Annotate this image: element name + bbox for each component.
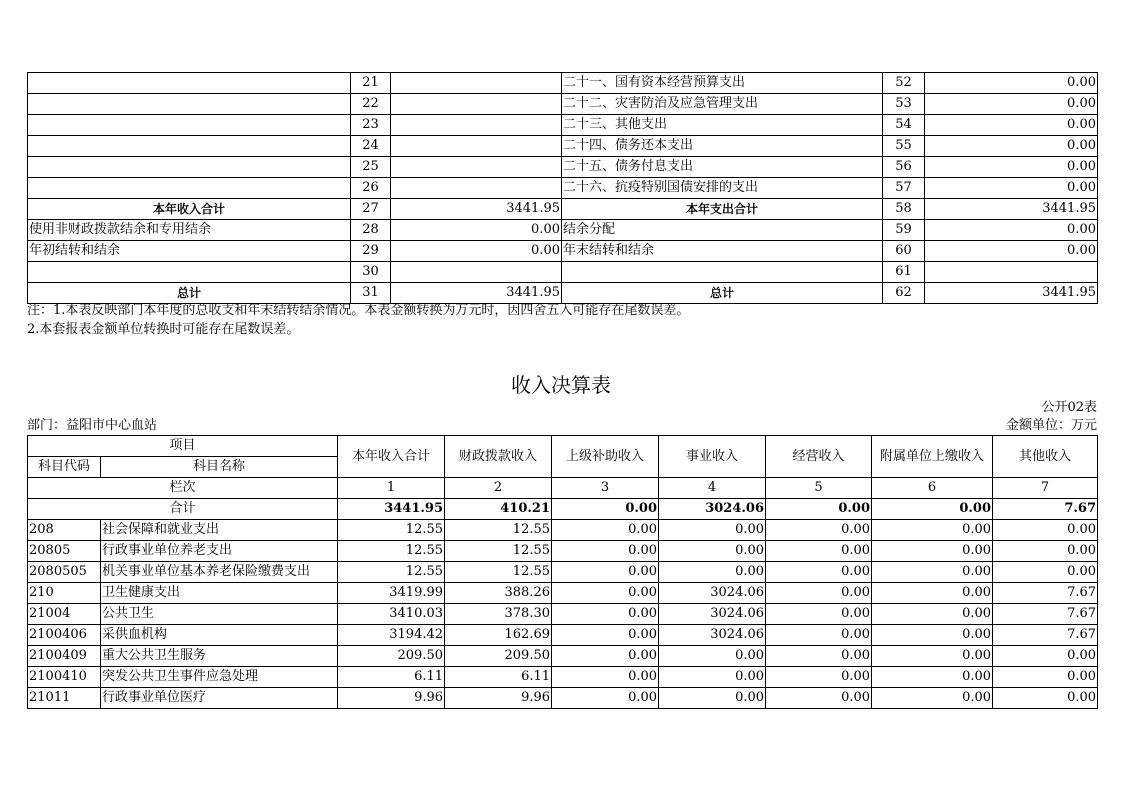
left-item-label (28, 115, 351, 136)
total-value-3: 0.00 (552, 499, 659, 520)
table-row (28, 94, 1098, 115)
income-table (27, 435, 1098, 709)
left-item-label (28, 136, 351, 157)
column-index-label: 栏次 (28, 478, 338, 499)
table-row (28, 178, 1098, 199)
amount-cell: 3410.03 (338, 604, 445, 625)
table-row (28, 562, 1098, 583)
right-amount: 0.00 (925, 178, 1098, 199)
subject-code: 20805 (28, 541, 101, 562)
right-item-label: 二十五、债务付息支出 (562, 157, 883, 178)
form-number: 公开02表 (1041, 400, 1097, 415)
amount-cell: 0.00 (659, 541, 766, 562)
amount-cell: 0.00 (659, 520, 766, 541)
table-row (28, 220, 1098, 241)
col-num-5: 5 (766, 478, 872, 499)
header-row-1 (28, 436, 1098, 457)
amount-cell: 6.11 (338, 667, 445, 688)
amount-cell: 3194.42 (338, 625, 445, 646)
note-line-2: 2.本套报表金额单位转换时可能存在尾数误差。 (27, 322, 300, 337)
note-line-1: 注：1.本表反映部门本年度的总收支和年末结转结余情况。本表金额转换为万元时，因四舍五入可能存在尾数误差。 (27, 303, 690, 318)
amount-cell: 9.96 (445, 688, 552, 709)
left-item-label: 年初结转和结余 (28, 241, 351, 262)
total-value-6: 0.00 (872, 499, 993, 520)
right-item-label: 二十四、债务还本支出 (562, 136, 883, 157)
subject-code: 208 (28, 520, 101, 541)
amount-cell: 0.00 (766, 541, 872, 562)
amount-cell: 12.55 (445, 520, 552, 541)
right-row-number: 54 (883, 115, 925, 136)
subject-name: 采供血机构 (101, 625, 338, 646)
subject-code: 21011 (28, 688, 101, 709)
left-item-label (28, 262, 351, 283)
right-item-label: 二十二、灾害防治及应急管理支出 (562, 94, 883, 115)
header-col-3: 上级补助收入 (552, 436, 659, 478)
subject-name: 公共卫生 (101, 604, 338, 625)
amount-cell: 7.67 (993, 604, 1098, 625)
subject-name: 社会保障和就业支出 (101, 520, 338, 541)
header-col-5: 经营收入 (766, 436, 872, 478)
right-amount: 0.00 (925, 136, 1098, 157)
table-row (28, 604, 1098, 625)
table-row (28, 136, 1098, 157)
right-amount: 0.00 (925, 241, 1098, 262)
table-row (28, 541, 1098, 562)
amount-cell: 0.00 (766, 688, 872, 709)
col-num-1: 1 (338, 478, 445, 499)
department-label: 部门：益阳市中心血站 (27, 418, 158, 433)
summary-table-body (28, 73, 1098, 304)
amount-cell: 0.00 (872, 604, 993, 625)
left-row-number: 26 (351, 178, 391, 199)
right-row-number: 56 (883, 157, 925, 178)
total-value-1: 3441.95 (338, 499, 445, 520)
left-amount: 3441.95 (391, 199, 562, 220)
right-amount: 0.00 (925, 157, 1098, 178)
subject-name: 行政事业单位养老支出 (101, 541, 338, 562)
amount-cell: 0.00 (659, 688, 766, 709)
table-row (28, 241, 1098, 262)
amount-cell: 388.26 (445, 583, 552, 604)
left-amount (391, 115, 562, 136)
amount-cell: 9.96 (338, 688, 445, 709)
subject-name: 机关事业单位基本养老保险缴费支出 (101, 562, 338, 583)
right-amount: 0.00 (925, 220, 1098, 241)
left-item-label (28, 73, 351, 94)
right-amount: 3441.95 (925, 199, 1098, 220)
amount-cell: 0.00 (766, 583, 872, 604)
table-row (28, 115, 1098, 136)
right-item-label: 二十一、国有资本经营预算支出 (562, 73, 883, 94)
subject-code: 21004 (28, 604, 101, 625)
right-item-label: 年末结转和结余 (562, 241, 883, 262)
amount-cell: 7.67 (993, 583, 1098, 604)
amount-cell: 0.00 (872, 541, 993, 562)
left-row-number: 21 (351, 73, 391, 94)
amount-cell: 0.00 (766, 520, 872, 541)
header-col-6: 附属单位上缴收入 (872, 436, 993, 478)
left-item-label: 使用非财政拨款结余和专用结余 (28, 220, 351, 241)
header-item: 项目 (28, 436, 338, 457)
right-amount: 0.00 (925, 94, 1098, 115)
total-value-4: 3024.06 (659, 499, 766, 520)
amount-cell: 0.00 (993, 688, 1098, 709)
amount-cell: 0.00 (766, 562, 872, 583)
income-table-title: 收入决算表 (511, 373, 611, 397)
header-col-4: 事业收入 (659, 436, 766, 478)
amount-cell: 3024.06 (659, 604, 766, 625)
right-row-number: 58 (883, 199, 925, 220)
amount-cell: 0.00 (552, 667, 659, 688)
amount-cell: 12.55 (338, 520, 445, 541)
total-row (28, 499, 1098, 520)
table-row (28, 667, 1098, 688)
amount-cell: 0.00 (552, 646, 659, 667)
left-amount (391, 136, 562, 157)
right-row-number: 52 (883, 73, 925, 94)
left-row-number: 22 (351, 94, 391, 115)
right-row-number: 55 (883, 136, 925, 157)
left-item-label (28, 157, 351, 178)
right-item-label: 二十三、其他支出 (562, 115, 883, 136)
amount-cell: 0.00 (552, 625, 659, 646)
subject-code: 2100409 (28, 646, 101, 667)
right-item-label (562, 262, 883, 283)
amount-cell: 0.00 (872, 688, 993, 709)
col-num-2: 2 (445, 478, 552, 499)
left-item-label: 总计 (28, 283, 351, 304)
header-col-2: 财政拨款收入 (445, 436, 552, 478)
amount-cell: 0.00 (552, 583, 659, 604)
amount-cell: 12.55 (338, 562, 445, 583)
table-row (28, 199, 1098, 220)
amount-cell: 3024.06 (659, 625, 766, 646)
amount-cell: 209.50 (445, 646, 552, 667)
left-row-number: 30 (351, 262, 391, 283)
header-name: 科目名称 (101, 457, 338, 478)
right-item-label: 结余分配 (562, 220, 883, 241)
left-row-number: 23 (351, 115, 391, 136)
amount-cell: 0.00 (993, 646, 1098, 667)
amount-cell: 3024.06 (659, 583, 766, 604)
amount-cell: 209.50 (338, 646, 445, 667)
subject-code: 2080505 (28, 562, 101, 583)
right-item-label: 总计 (562, 283, 883, 304)
amount-cell: 7.67 (993, 625, 1098, 646)
amount-cell: 0.00 (659, 646, 766, 667)
right-amount: 0.00 (925, 73, 1098, 94)
right-row-number: 53 (883, 94, 925, 115)
right-row-number: 57 (883, 178, 925, 199)
left-row-number: 24 (351, 136, 391, 157)
amount-cell: 0.00 (993, 541, 1098, 562)
left-row-number: 29 (351, 241, 391, 262)
left-amount (391, 178, 562, 199)
header-code: 科目代码 (28, 457, 101, 478)
table-row (28, 262, 1098, 283)
table-row (28, 157, 1098, 178)
amount-cell: 12.55 (445, 541, 552, 562)
amount-cell: 0.00 (872, 583, 993, 604)
subject-name: 卫生健康支出 (101, 583, 338, 604)
col-num-7: 7 (993, 478, 1098, 499)
amount-cell: 0.00 (993, 667, 1098, 688)
summary-table (27, 72, 1098, 304)
table-row (28, 688, 1098, 709)
total-value-5: 0.00 (766, 499, 872, 520)
amount-cell: 3419.99 (338, 583, 445, 604)
header-col-7: 其他收入 (993, 436, 1098, 478)
right-row-number: 59 (883, 220, 925, 241)
amount-cell: 0.00 (872, 667, 993, 688)
left-row-number: 25 (351, 157, 391, 178)
left-row-number: 27 (351, 199, 391, 220)
total-value-2: 410.21 (445, 499, 552, 520)
subject-name: 行政事业单位医疗 (101, 688, 338, 709)
amount-cell: 0.00 (659, 562, 766, 583)
amount-cell: 0.00 (872, 520, 993, 541)
left-amount: 0.00 (391, 241, 562, 262)
col-num-3: 3 (552, 478, 659, 499)
subject-code: 2100410 (28, 667, 101, 688)
right-row-number: 62 (883, 283, 925, 304)
amount-cell: 0.00 (766, 646, 872, 667)
subject-code: 2100406 (28, 625, 101, 646)
left-amount (391, 262, 562, 283)
amount-cell: 162.69 (445, 625, 552, 646)
amount-cell: 0.00 (766, 667, 872, 688)
table-row (28, 73, 1098, 94)
amount-cell: 0.00 (872, 625, 993, 646)
right-item-label: 本年支出合计 (562, 199, 883, 220)
left-amount: 3441.95 (391, 283, 562, 304)
right-item-label: 二十六、抗疫特别国债安排的支出 (562, 178, 883, 199)
amount-cell: 0.00 (766, 604, 872, 625)
amount-cell: 0.00 (872, 646, 993, 667)
amount-cell: 0.00 (993, 520, 1098, 541)
right-amount: 3441.95 (925, 283, 1098, 304)
left-item-label (28, 94, 351, 115)
table-row (28, 625, 1098, 646)
left-amount: 0.00 (391, 220, 562, 241)
col-num-6: 6 (872, 478, 993, 499)
income-table-body (28, 520, 1098, 709)
amount-cell: 0.00 (659, 667, 766, 688)
right-row-number: 61 (883, 262, 925, 283)
total-value-7: 7.67 (993, 499, 1098, 520)
left-row-number: 28 (351, 220, 391, 241)
right-row-number: 60 (883, 241, 925, 262)
left-item-label: 本年收入合计 (28, 199, 351, 220)
left-item-label (28, 178, 351, 199)
table-row (28, 520, 1098, 541)
header-col-1: 本年收入合计 (338, 436, 445, 478)
left-amount (391, 73, 562, 94)
col-num-4: 4 (659, 478, 766, 499)
amount-cell: 12.55 (338, 541, 445, 562)
column-index-row (28, 478, 1098, 499)
amount-cell: 0.00 (552, 520, 659, 541)
left-amount (391, 94, 562, 115)
subject-code: 210 (28, 583, 101, 604)
subject-name: 重大公共卫生服务 (101, 646, 338, 667)
right-amount (925, 262, 1098, 283)
amount-cell: 12.55 (445, 562, 552, 583)
table-row (28, 583, 1098, 604)
amount-cell: 6.11 (445, 667, 552, 688)
amount-cell: 0.00 (552, 604, 659, 625)
amount-cell: 0.00 (993, 562, 1098, 583)
left-row-number: 31 (351, 283, 391, 304)
amount-cell: 0.00 (552, 562, 659, 583)
amount-cell: 0.00 (872, 562, 993, 583)
amount-cell: 0.00 (552, 688, 659, 709)
left-amount (391, 157, 562, 178)
table-row (28, 646, 1098, 667)
amount-unit-label: 金额单位：万元 (1005, 418, 1097, 433)
subject-name: 突发公共卫生事件应急处理 (101, 667, 338, 688)
right-amount: 0.00 (925, 115, 1098, 136)
total-label: 合计 (28, 499, 338, 520)
amount-cell: 0.00 (552, 541, 659, 562)
amount-cell: 0.00 (766, 625, 872, 646)
amount-cell: 378.30 (445, 604, 552, 625)
table-row (28, 283, 1098, 304)
